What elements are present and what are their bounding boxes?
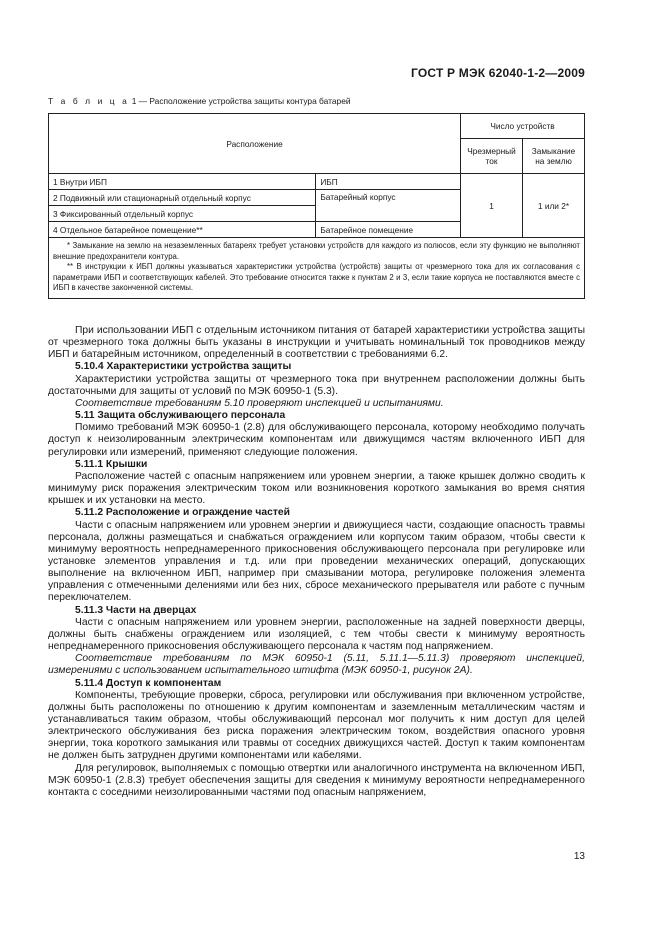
table-caption (48, 96, 351, 106)
compliance-note: Соответствие требованиям по МЭК 60950-1 (5.11, 5.11.1—5.11.3) проверяют инспекцией, измерениями с использованием испытательного штифта (МЭК 60950-1, рисунок 2А). (48, 653, 585, 677)
protection-location-table (48, 113, 585, 299)
paragraph: При использовании ИБП с отдельным источником питания от батарей характеристики устройства защиты от чрезмерного тока должны быть указаны в инструкции и учитывать номинальный ток проводников между ИБП и батарейным источником, определенный в соответствии с требованиями 6.2. (48, 325, 585, 361)
section-heading: 5.11.2 Расположение и ограждение частей (75, 507, 290, 519)
row-housing: Батарейное помещение (316, 222, 461, 238)
row-housing: Батарейный корпус (316, 190, 461, 222)
overcurrent-value: 1 (461, 174, 523, 238)
table-caption-label: Т а б л и ц а (48, 96, 130, 106)
row-location: 2 Подвижный или стационарный отдельный корпус (49, 190, 316, 206)
page-number: 13 (573, 851, 585, 862)
row-location: 3 Фиксированный отдельный корпус (49, 206, 316, 222)
section-heading: 5.11.3 Части на дверцах (75, 604, 197, 616)
header-device-count: Число устройств (461, 114, 585, 139)
table-caption-text: 1 — Расположение устройства защиты контура батарей (131, 96, 351, 106)
paragraph: Части с опасным напряжением или уровнем энергии, расположенные на задней поверхности дверцы, должны быть снабжены ограждением или изоляцией, с тем чтобы свести к минимуму вероятность непреднамеренного прикосновения обслуживающего персонала к частям под напряжением. (48, 616, 585, 653)
section-heading: 5.11 Защита обслуживающего персонала (75, 410, 286, 422)
paragraph: Помимо требований МЭК 60950-1 (2.8) для обслуживающего персонала, которому необходимо получать доступ к неизолированным электрическим компонентам или движущимся частям включенного ИБП для регулировки или измерений, применяют следующие положения. (48, 422, 585, 458)
paragraph: Части с опасным напряжением или уровнем энергии и движущиеся части, создающие опасность травмы персонала, должны размещаться и снабжаться ограждением или корпусом таким образом, чтобы свести к минимуму вероятность непреднамеренного прикосновения обслуживающего персонала при регулировке или установке элементов управления и т.д. или при проведении механических операций, допускающих выполнение на включенном ИБП, например при смазывании мотора, регулировке положения элемента управления с отмеченными делениями или без них, сбросе механического прерывателя или работе с пучным переключателем. (48, 519, 585, 604)
row-location: 4 Отдельное батарейное помещение** (49, 222, 316, 238)
compliance-note: Соответствие требованиям 5.10 проверяют инспекцией и испытаниями. (75, 397, 444, 409)
table-note: ** В инструкции к ИБП должны указываться характеристики устройства (устройств) защиты от чрезмерного тока для их согласования с параметрами ИБП и соответствующих кабелей. Это требование относится также к пунктам 2 и 3, если такие корпуса не поставляются вместе с ИБП в качестве законченной системы. (53, 262, 580, 293)
paragraph: Расположение частей с опасным напряжением или уровнем энергии, а также крышек должно сводить к минимуму риск поражения электрическим током или возникновения короткого замыкания во время снятия крышек и их установки на место. (48, 470, 585, 507)
section-heading: 5.11.4 Доступ к компонентам (75, 677, 222, 689)
paragraph: Для регулировок, выполняемых с помощью отвертки или аналогичного инструмента на включенном ИБП, МЭК 60950-1 (2.8.3) требует обеспечения защиты для сведения к минимуму вероятности непреднамеренного контакта с соседними неизолированными частями под опасным напряжением, (48, 762, 585, 798)
row-location: 1 Внутри ИБП (49, 174, 316, 190)
earth-fault-value: 1 или 2* (523, 174, 585, 238)
table-note: * Замыкание на землю на незаземленных батареях требует установки устройств для каждого из полюсов, если эту функцию не выполняют внешние предохранители контура. (53, 241, 580, 261)
header-earth-fault: Замыкание на землю (523, 139, 585, 174)
paragraph: Характеристики устройства защиты от чрезмерного тока при внутреннем расположении должны быть достаточными для защиты от условий по МЭК 60950-1 (5.3). (48, 373, 585, 397)
table-notes (49, 238, 585, 299)
header-location: Расположение (49, 114, 461, 174)
row-housing: ИБП (316, 174, 461, 190)
section-heading: 5.11.1 Крышки (75, 458, 148, 470)
standard-header: ГОСТ Р МЭК 62040-1-2—2009 (411, 66, 585, 80)
body-text (48, 325, 585, 799)
section-heading: 5.10.4 Характеристики устройства защиты (75, 361, 292, 373)
header-overcurrent: Чрезмерный ток (461, 139, 523, 174)
paragraph: Компоненты, требующие проверки, сброса, регулировки или обслуживания при включенном устройстве, должны быть расположены по отношению к другим компонентам и заземленным металлическим частям и устанавливаться таким образом, чтобы обслуживающий персонал мог получить к ним доступ для целей электрического обслуживания без риска поражения электрическим током, воздействия опасного уровня энергии, тока короткого замыкания или травмы от соседних движущихся частей. Доступ к таким компонентам не должен быть затруднен другими компонентами или кабелями. (48, 689, 585, 762)
